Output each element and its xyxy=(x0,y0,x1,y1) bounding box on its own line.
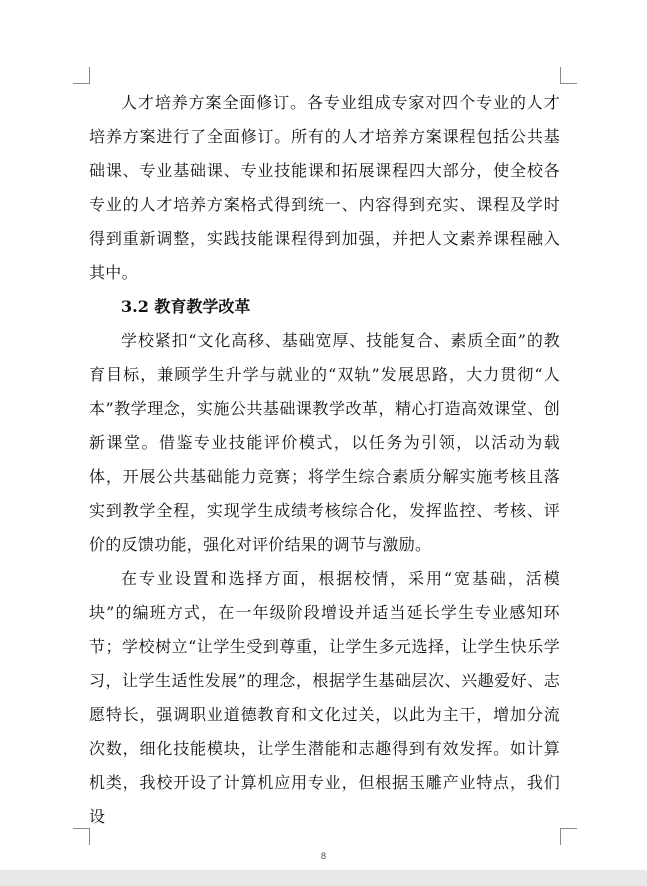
document-body xyxy=(89,86,560,834)
paragraph: 学校紧扣“文化高移、基础宽厚、技能复合、素质全面”的教育目标，兼顾学生升学与就业的“双轨”发展思路，大力贯彻“人本”教学理念，实施公共基础课教学改革，精心打造高效课堂、创新课堂。借鉴专业技能评价模式，以任务为引领，以活动为载体，开展公共基础能力竞赛；将学生综合素质分解实施考核且落实到教学全程，实现学生成绩考核综合化，发挥监控、考核、评价的反馈功能，强化对评价结果的调节与激励。 xyxy=(89,331,560,554)
margin-corner-mark xyxy=(560,67,577,84)
margin-corner-mark xyxy=(560,828,577,845)
page-gap xyxy=(0,870,647,886)
paragraph: 人才培养方案全面修订。各专业组成专家对四个专业的人才培养方案进行了全面修订。所有的人才培养方案课程包括公共基础课、专业基础课、专业技能课和拓展课程四大部分，使全校各专业的人才培养方案格式得到统一、内容得到充实、课程及学时得到重新调整，实践技能课程得到加强，并把人文素养课程融入其中。 xyxy=(89,93,560,282)
margin-corner-mark xyxy=(73,67,90,84)
section-heading: 3.2 教育教学改革 xyxy=(121,297,251,316)
paragraph: 在专业设置和选择方面，根据校情，采用“宽基础，活模块”的编班方式，在一年级阶段增设并适当延长学生专业感知环节；学校树立“让学生受到尊重，让学生多元选择，让学生快乐学习，让学生适性发展”的理念，根据学生基础层次、兴趣爱好、志愿特长，强调职业道德教育和文化过关，以此为主干，增加分流次数，细化技能模块，让学生潜能和志趣得到有效发挥。如计算机类，我校开设了计算机应用专业，但根据玉雕产业特点，我们设 xyxy=(89,569,560,826)
margin-corner-mark xyxy=(73,828,90,845)
page-number: 8 xyxy=(320,852,327,862)
